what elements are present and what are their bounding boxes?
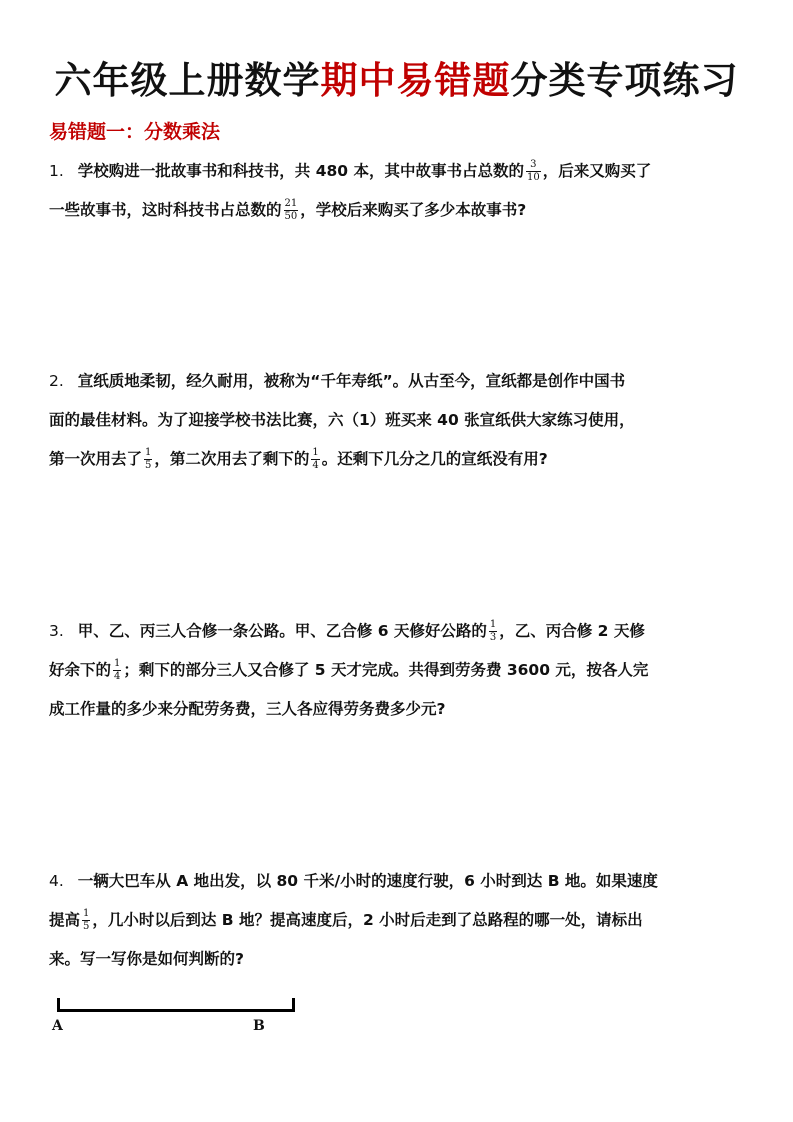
question-3-line-3 [49,690,749,729]
question-3 [49,612,749,729]
fraction-numerator: 1 [145,447,152,458]
question-text: 提高 [49,911,81,929]
title-part-3: 分类专项练习 [510,59,739,102]
fraction-numerator: 3 [526,159,541,172]
fraction-denominator: 50 [284,211,298,222]
point-b-label: B [253,1018,265,1034]
question-text: 甲、乙、丙三人合修一条公路。甲、乙合修 6 天修好公路的 [77,622,487,640]
fraction [144,447,152,472]
fraction [526,159,541,184]
fraction-denominator: 5 [145,460,152,471]
question-number: 1. [49,162,64,180]
fraction-numerator: 1 [83,908,90,919]
section-heading: 易错题一：分数乘法 [49,121,221,143]
question-text: 成工作量的多少来分配劳务费，三人各应得劳务费多少元? [49,700,446,718]
question-2-line-2 [49,401,749,440]
question-1-line-1 [49,152,749,191]
question-4-line-2 [49,901,749,940]
fraction [489,619,497,644]
question-text: ；剩下的部分三人又合修了 5 天才完成。共得到劳务费 3600 元，按各人完 [123,661,649,679]
question-text: ，后来又购买了 [542,162,652,180]
question-text: ，第二次用去了剩下的 [154,450,310,468]
fraction [82,908,90,933]
fraction [284,198,299,223]
fraction-numerator: 21 [284,198,298,209]
question-text: 来。写一写你是如何判断的? [49,950,244,968]
question-text: ，几小时以后到达 B 地？提高速度后，2 小时后走到了总路程的哪一处，请标出 [92,911,643,929]
question-text: 好余下的 [49,661,112,679]
question-1 [49,152,749,230]
question-4 [49,862,749,979]
route-line-segment [57,998,295,1012]
title-highlight: 期中易错题 [320,59,511,102]
page-title [0,50,793,104]
fraction [113,658,121,683]
question-text: 一些故事书，这时科技书占总数的 [49,201,282,219]
question-number: 3. [49,622,64,640]
question-2 [49,362,749,479]
question-3-line-2 [49,651,749,690]
fraction-denominator: 5 [83,921,90,932]
question-text: 第一次用去了 [49,450,143,468]
question-text: 学校购进一批故事书和科技书，共 480 本，其中故事书占总数的 [77,162,524,180]
point-a-label: A [52,1018,63,1034]
question-number: 2. [49,372,64,390]
question-text: 面的最佳材料。为了迎接学校书法比赛，六（1）班买来 40 张宣纸供大家练习使用， [49,411,635,429]
fraction-denominator: 4 [114,671,121,682]
question-text: 一辆大巴车从 A 地出发，以 80 千米/小时的速度行驶，6 小时到达 B 地。如果速度 [77,872,658,890]
question-number: 4. [49,872,64,890]
fraction-numerator: 1 [114,658,121,669]
fraction-denominator: 4 [312,460,319,471]
question-text: ，乙、丙合修 2 天修 [499,622,645,640]
question-1-line-2 [49,191,749,230]
fraction-denominator: 3 [489,632,497,643]
question-4-line-1 [49,862,749,901]
question-text: 宣纸质地柔韧，经久耐用，被称为“千年寿纸”。从古至今，宣纸都是创作中国书 [77,372,626,390]
fraction-numerator: 1 [489,619,497,630]
question-text: ，学校后来购买了多少本故事书? [300,201,527,219]
fraction-numerator: 1 [312,447,319,458]
question-3-line-1 [49,612,749,651]
fraction [311,447,319,472]
question-2-line-1 [49,362,749,401]
title-part-1: 六年级上册数学 [54,59,321,102]
fraction-denominator: 10 [526,172,540,183]
question-text: 。还剩下几分之几的宣纸没有用? [321,450,548,468]
question-2-line-3 [49,440,749,479]
question-4-line-3 [49,940,749,979]
